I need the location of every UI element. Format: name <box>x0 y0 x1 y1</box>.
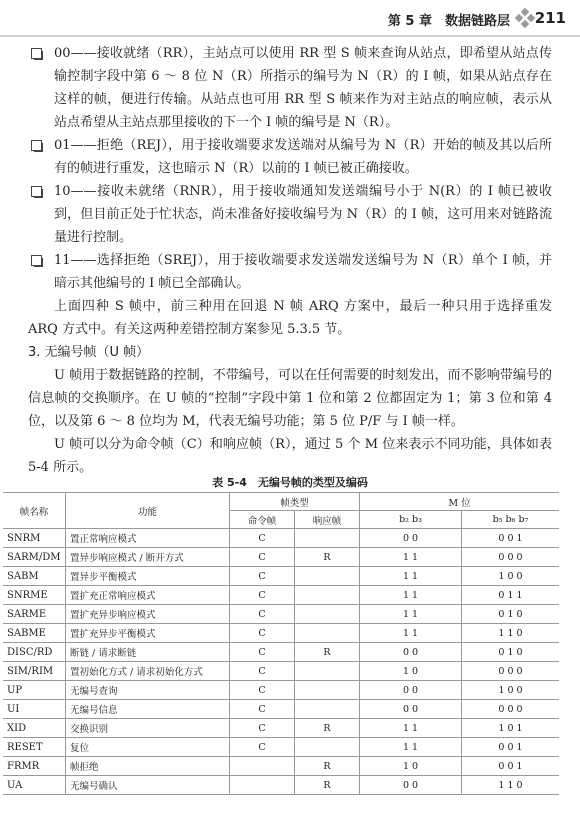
cell-name: FRMR <box>3 757 66 776</box>
cell-b567: 1 1 0 <box>462 624 560 643</box>
page-header <box>0 0 580 40</box>
bullet-item <box>28 180 552 249</box>
bullet-text: 11——选择拒绝（SREJ），用于接收端要求发送端发送编号为 N（R）单个 I 帧，并暗示其他编号的 I 帧已全部确认。 <box>54 253 552 291</box>
bullet-item <box>28 249 552 295</box>
cell-func: 无编号确认 <box>66 776 230 795</box>
cell-c: C <box>230 605 295 624</box>
cell-c: C <box>230 624 295 643</box>
bullet-text: 10——接收未就绪（RNR），用于接收端通知发送端编号小于 N(R）的 I 帧已被收到，但目前正处于忙状态，尚未准备好接收编号为 N（R）的 I 帧，这可用来对链路流量进行控制。 <box>54 184 552 245</box>
table-row <box>3 700 559 719</box>
cell-r: R <box>295 776 360 795</box>
diamond-dots-icon <box>516 9 534 27</box>
cell-r: R <box>295 643 360 662</box>
cell-name: SNRME <box>3 586 66 605</box>
table-row <box>3 567 559 586</box>
cell-b23: 1 1 <box>360 548 462 567</box>
cell-b23: 0 0 <box>360 643 462 662</box>
bullet-item <box>28 134 552 180</box>
cell-b567: 0 1 0 <box>462 605 560 624</box>
col-header-b567: b₅ b₆ b₇ <box>462 511 560 529</box>
cell-b23: 0 0 <box>360 681 462 700</box>
cell-name: SABM <box>3 567 66 586</box>
checkbox-bullet-icon <box>31 186 42 197</box>
cell-r: R <box>295 719 360 738</box>
col-header-response: 响应帧 <box>295 511 360 529</box>
cell-name: SABME <box>3 624 66 643</box>
paragraph: U 帧可以分为命令帧（C）和响应帧（R），通过 5 个 M 位来表示不同功能，具体如表 5-4 所示。 <box>28 437 552 475</box>
paragraph: U 帧用于数据链路的控制，不带编号，可以在任何需要的时刻发出，而不影响带编号的信息帧的交换顺序。在 U 帧的“控制”字段中第 1 位和第 2 位都固定为 1；第 3 位和第 4 位，以及第 6 ～ 8 位均为 M，代表无编号功能；第 5 位 P/F 与 I 帧一样。 <box>28 368 552 429</box>
cell-name: DISC/RD <box>3 643 66 662</box>
cell-r <box>295 700 360 719</box>
cell-r: R <box>295 548 360 567</box>
paragraph: 上面四种 S 帧中，前三种用在回退 N 帧 ARQ 方案中，最后一种只用于选择重发 ARQ 方式中。有关这两种差错控制方案参见 5.3.5 节。 <box>28 299 552 337</box>
table-row <box>3 548 559 567</box>
col-header-frame-type: 帧类型 <box>230 493 360 511</box>
table-row <box>3 738 559 757</box>
cell-name: UA <box>3 776 66 795</box>
col-header-b23: b₂ b₃ <box>360 511 462 529</box>
cell-func: 置扩充正常响应模式 <box>66 586 230 605</box>
bullet-text: 01——拒绝（REJ），用于接收端要求发送端对从编号为 N（R）开始的帧及其以后所有的帧进行重发，这也暗示 N（R）以前的 I 帧已被正确接收。 <box>54 138 552 176</box>
cell-r <box>295 529 360 548</box>
cell-func: 无编号查询 <box>66 681 230 700</box>
table-row <box>3 624 559 643</box>
cell-c <box>230 776 295 795</box>
cell-b567: 0 0 1 <box>462 757 560 776</box>
cell-func: 置扩充异步响应模式 <box>66 605 230 624</box>
cell-b567: 0 0 0 <box>462 662 560 681</box>
cell-name: RESET <box>3 738 66 757</box>
col-header-m-bits: M 位 <box>360 493 560 511</box>
cell-c: C <box>230 738 295 757</box>
cell-c: C <box>230 529 295 548</box>
cell-func: 置初始化方式 / 请求初始化方式 <box>66 662 230 681</box>
cell-name: XID <box>3 719 66 738</box>
cell-b23: 1 1 <box>360 738 462 757</box>
section-heading: 3. 无编号帧（U 帧） <box>28 345 150 360</box>
cell-c: C <box>230 643 295 662</box>
cell-b23: 1 0 <box>360 757 462 776</box>
cell-r <box>295 681 360 700</box>
cell-b23: 1 1 <box>360 624 462 643</box>
cell-b23: 1 1 <box>360 567 462 586</box>
cell-c: C <box>230 662 295 681</box>
cell-c: C <box>230 681 295 700</box>
cell-name: SARM/DM <box>3 548 66 567</box>
chapter-title: 第 5 章 数据链路层 <box>387 14 510 29</box>
cell-r <box>295 624 360 643</box>
cell-c: C <box>230 548 295 567</box>
cell-func: 置扩充异步平衡模式 <box>66 624 230 643</box>
cell-b23: 1 1 <box>360 605 462 624</box>
cell-b567: 0 0 0 <box>462 548 560 567</box>
cell-b567: 0 0 1 <box>462 529 560 548</box>
table-row <box>3 719 559 738</box>
cell-name: SIM/RIM <box>3 662 66 681</box>
cell-func: 置正常响应模式 <box>66 529 230 548</box>
col-header-function: 功能 <box>66 493 230 529</box>
cell-b23: 1 0 <box>360 662 462 681</box>
cell-b567: 1 0 0 <box>462 567 560 586</box>
cell-r <box>295 662 360 681</box>
cell-b23: 0 0 <box>360 529 462 548</box>
cell-func: 帧拒绝 <box>66 757 230 776</box>
cell-func: 断链 / 请求断链 <box>66 643 230 662</box>
cell-func: 交换识别 <box>66 719 230 738</box>
u-frame-table <box>3 492 559 795</box>
cell-name: UI <box>3 700 66 719</box>
cell-b567: 1 1 0 <box>462 776 560 795</box>
cell-b23: 1 1 <box>360 586 462 605</box>
checkbox-bullet-icon <box>31 255 42 266</box>
cell-name: UP <box>3 681 66 700</box>
table-caption: 表 5-4 无编号帧的类型及编码 <box>212 476 368 489</box>
cell-r <box>295 567 360 586</box>
cell-b567: 0 0 0 <box>462 700 560 719</box>
cell-b567: 1 0 1 <box>462 719 560 738</box>
page-number: 211 <box>534 9 566 27</box>
table-row <box>3 662 559 681</box>
table-row <box>3 643 559 662</box>
table-row <box>3 757 559 776</box>
cell-b23: 0 0 <box>360 700 462 719</box>
cell-func: 无编号信息 <box>66 700 230 719</box>
cell-c: C <box>230 586 295 605</box>
col-header-name: 帧名称 <box>3 493 66 529</box>
col-header-command: 命令帧 <box>230 511 295 529</box>
body-text <box>28 42 552 479</box>
table-row <box>3 586 559 605</box>
cell-r: R <box>295 757 360 776</box>
cell-b567: 0 1 1 <box>462 586 560 605</box>
cell-b23: 0 0 <box>360 776 462 795</box>
cell-b567: 0 1 0 <box>462 643 560 662</box>
cell-name: SNRM <box>3 529 66 548</box>
cell-b567: 0 0 1 <box>462 738 560 757</box>
cell-r <box>295 586 360 605</box>
cell-r <box>295 605 360 624</box>
cell-name: SARME <box>3 605 66 624</box>
cell-b23: 1 1 <box>360 719 462 738</box>
table-row <box>3 681 559 700</box>
header-rule <box>0 35 580 37</box>
cell-r <box>295 738 360 757</box>
cell-c: C <box>230 567 295 586</box>
cell-func: 复位 <box>66 738 230 757</box>
table-row <box>3 605 559 624</box>
cell-func: 置异步响应模式 / 断开方式 <box>66 548 230 567</box>
cell-c <box>230 757 295 776</box>
cell-c: C <box>230 700 295 719</box>
checkbox-bullet-icon <box>31 48 42 59</box>
table-row <box>3 529 559 548</box>
bullet-text: 00——接收就绪（RR），主站点可以使用 RR 型 S 帧来查询从站点，即希望从站点传输控制字段中第 6 ～ 8 位 N（R）所指示的编号为 N（R）的 I 帧，如果从站点存在这样的帧，便进行传输。从站点也可用 RR 型 S 帧来作为对主站点的响应帧，表示从站点希望从主站点那里接收的下一个 I 帧的编号是 N（R）。 <box>54 46 552 130</box>
cell-b567: 1 0 0 <box>462 681 560 700</box>
checkbox-bullet-icon <box>31 140 42 151</box>
cell-c: C <box>230 719 295 738</box>
bullet-item <box>28 42 552 134</box>
cell-func: 置异步平衡模式 <box>66 567 230 586</box>
table-row <box>3 776 559 795</box>
